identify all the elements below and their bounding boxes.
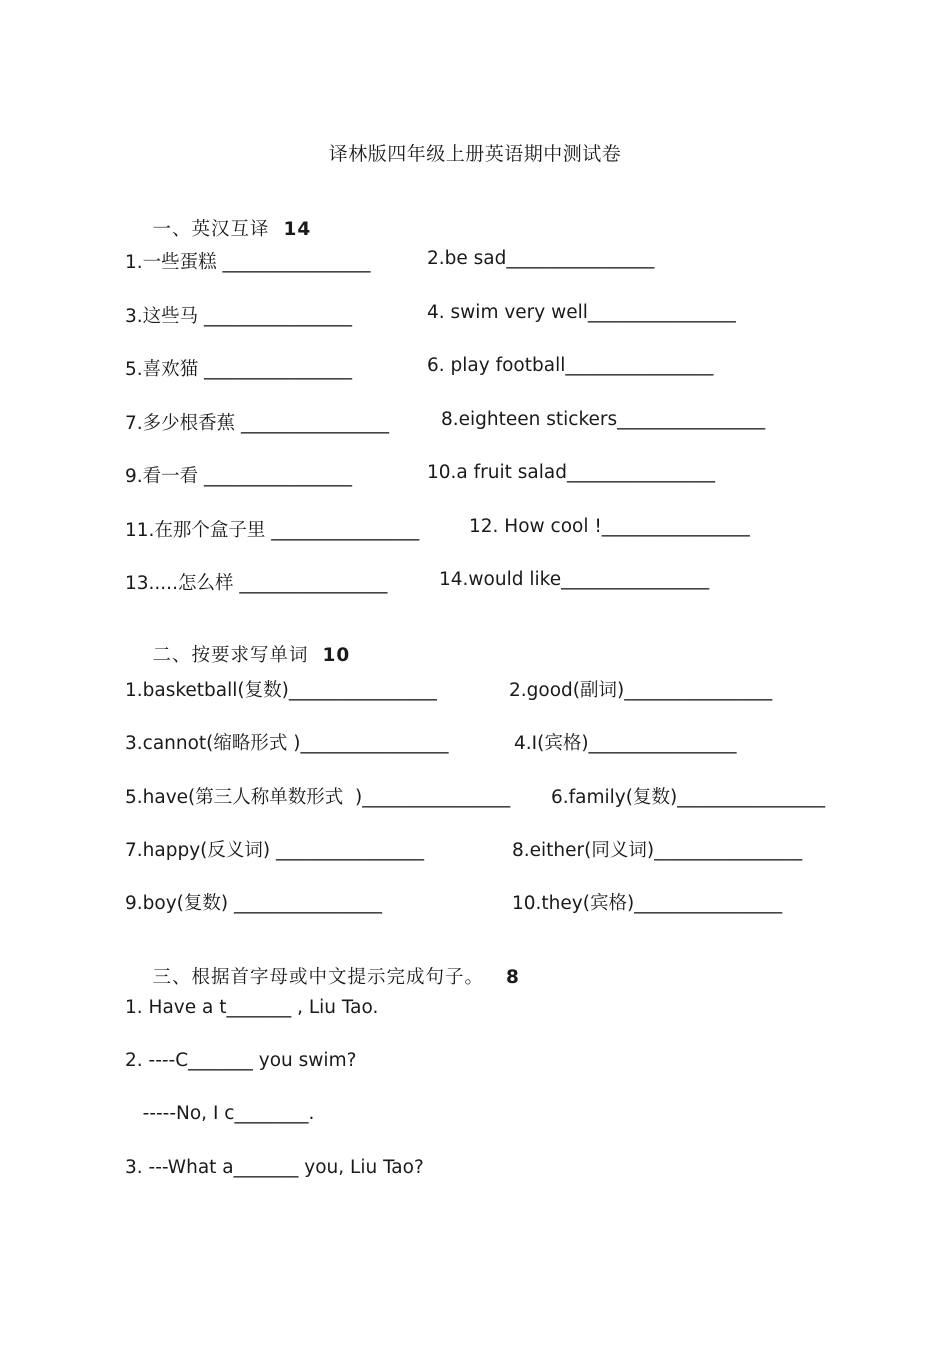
s1-row-1-left: 1.一些蛋糕 ________________: [125, 252, 371, 273]
s1-row-5-right: 10.a fruit salad________________: [427, 462, 715, 483]
s2-row-1-right: 2.good(副词)________________: [509, 680, 773, 701]
section1-title: 一、英汉互译: [152, 219, 270, 240]
s3-line-1: 1. Have a t_______ , Liu Tao.: [125, 997, 379, 1018]
section2-title: 二、按要求写单词: [152, 645, 309, 666]
s2-row-5-left: 9.boy(复数) ________________: [125, 893, 382, 914]
s1-row-3-right: 6. play football________________: [427, 355, 714, 376]
s2-row-2-right: 4.I(宾格)________________: [514, 733, 737, 754]
s2-row-3-right: 6.family(复数)________________: [551, 787, 826, 808]
s2-row-1-left: 1.basketball(复数)________________: [125, 680, 437, 701]
s3-line-3: -----No, I c________.: [125, 1103, 315, 1124]
s1-row-2-left: 3.这些马 ________________: [125, 306, 353, 327]
s1-row-7-left: 13.....怎么样 ________________: [125, 573, 388, 594]
s3-line-4: 3. ---What a_______ you, Liu Tao?: [125, 1157, 424, 1178]
s1-row-6-right: 12. How cool !________________: [469, 516, 750, 537]
section3-title: 三、根据首字母或中文提示完成句子。: [152, 967, 485, 988]
section1-score: 14: [283, 219, 312, 240]
page-title: 译林版四年级上册英语期中测试卷: [328, 143, 622, 165]
s1-row-4-right: 8.eighteen stickers________________: [441, 409, 766, 430]
s1-row-2-right: 4. swim very well________________: [427, 302, 736, 323]
section2-score: 10: [322, 645, 351, 666]
s1-row-1-right: 2.be sad________________: [427, 248, 655, 269]
s2-row-5-right: 10.they(宾格)________________: [512, 893, 783, 914]
s1-row-4-left: 7.多少根香蕉 ________________: [125, 413, 390, 434]
s3-line-2: 2. ----C_______ you swim?: [125, 1050, 357, 1071]
s2-row-4-left: 7.happy(反义词) ________________: [125, 840, 424, 861]
s1-row-5-left: 9.看一看 ________________: [125, 466, 353, 487]
section3-score: 8: [506, 967, 520, 988]
s1-row-6-left: 11.在那个盒子里 ________________: [125, 520, 420, 541]
s1-row-7-right: 14.would like________________: [439, 569, 710, 590]
s1-row-3-left: 5.喜欢猫 ________________: [125, 359, 353, 380]
s2-row-2-left: 3.cannot(缩略形式 )________________: [125, 733, 449, 754]
s2-row-3-left: 5.have(第三人称单数形式 )________________: [125, 787, 511, 808]
s2-row-4-right: 8.either(同义词)________________: [512, 840, 803, 861]
